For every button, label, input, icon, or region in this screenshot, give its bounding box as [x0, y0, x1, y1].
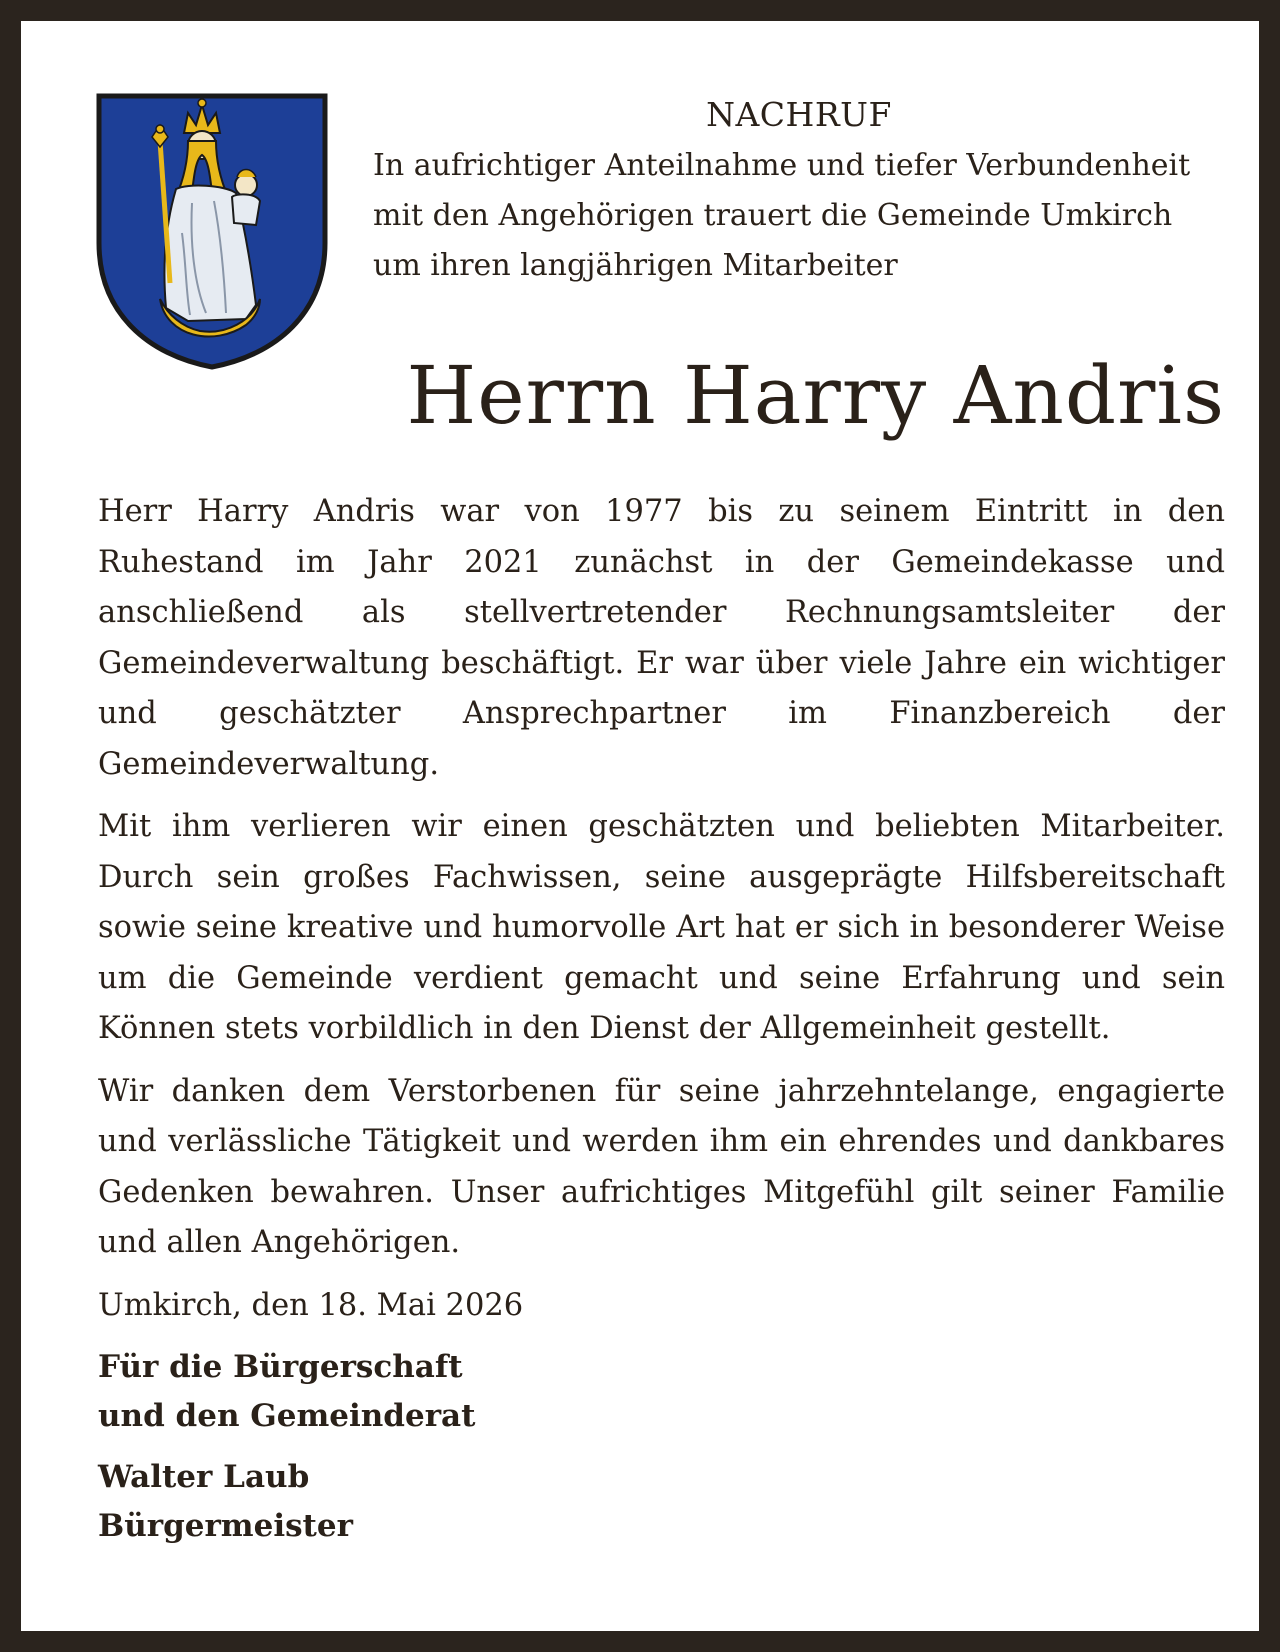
- page-title: NACHRUF: [706, 95, 892, 134]
- signature-line: und den Gemeinderat: [98, 1398, 476, 1434]
- intro-text: [373, 141, 1225, 291]
- obituary-body: [98, 487, 1225, 1563]
- signature-group: [98, 1343, 1225, 1441]
- coat-of-arms-madonna-icon: [96, 93, 328, 370]
- signatory-name: Walter Laub: [98, 1459, 310, 1495]
- intro-line: In aufrichtiger Anteilnahme und tiefer Verbundenheit: [373, 148, 1191, 183]
- header: [373, 93, 1225, 291]
- intro-line: um ihren langjährigen Mitarbeiter: [373, 248, 898, 283]
- paragraph: Mit ihm verlieren wir einen geschätzten und beliebten Mitarbeiter. Durch sein großes Fachwissen, seine ausgeprägte Hilfsbereitschaft sowie seine kreative und humorvolle Art hat er sich in besonderer Weise um die Gemeinde verdient gemacht und seine Erfahrung und sein Können stets vorbildlich in den Dienst der Allgemeinheit gestellt.: [98, 809, 1225, 1046]
- signature-line: Für die Bürgerschaft: [98, 1349, 463, 1385]
- signatory: [98, 1453, 1225, 1551]
- paragraph: Wir danken dem Verstorbenen für seine jahrzehntelange, engagierte und verlässliche Tätigkeit und werden ihm ein ehrendes und dankbares Gedenken bewahren. Unser aufrichtiges Mitgefühl gilt seiner Familie und allen Angehörigen.: [98, 1073, 1225, 1260]
- signatory-role: Bürgermeister: [98, 1508, 353, 1544]
- paragraph: Herr Harry Andris war von 1977 bis zu seinem Eintritt in den Ruhestand im Jahr 2021 zunächst in der Gemeindekasse und anschließend als stellvertretender Rechnungsamtsleiter der Gemeindeverwaltung beschäftigt. Er war über viele Jahre ein wichtiger und geschätzter Ansprechpartner im Finanzbereich der Gemeindeverwaltung.: [98, 494, 1225, 782]
- deceased-name: Herrn Harry Andris: [406, 349, 1225, 442]
- intro-line: mit den Angehörigen trauert die Gemeinde Umkirch: [373, 198, 1173, 233]
- date-line: Umkirch, den 18. Mai 2026: [98, 1287, 524, 1323]
